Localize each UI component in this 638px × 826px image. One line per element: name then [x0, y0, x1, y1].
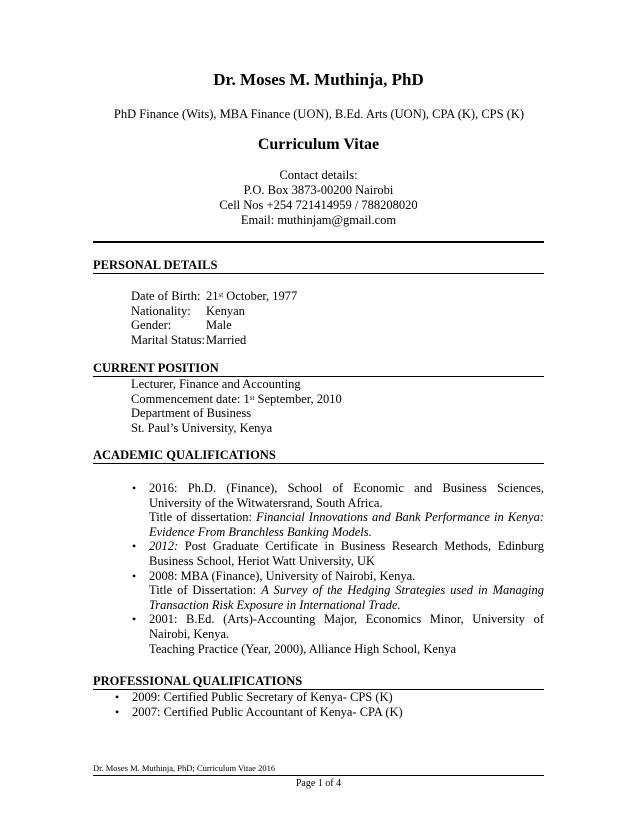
bullet-icon: • — [132, 539, 137, 554]
academic-item — [132, 481, 544, 539]
academic-4-line1: 2001: B.Ed. (Arts)-Accounting Major, Economics Minor, University of — [149, 612, 544, 627]
position-title: Lecturer, Finance and Accounting — [131, 377, 301, 391]
gender-label: Gender: — [131, 318, 172, 333]
professional-item-text: 2009: Certified Public Secretary of Kenya- CPS (K) — [132, 690, 393, 704]
dissertation-title: A Survey of the Hedging Strategies used in Managing — [261, 583, 544, 598]
dissertation-subtitle: Transaction Risk Exposure in International Trade. — [149, 597, 401, 612]
academic-2-text: Post Graduate Certificate in Business Research Methods, Edinburg — [178, 539, 544, 554]
academic-2-year: 2012: — [149, 539, 179, 554]
contact-address: P.O. Box 3873-00200 Nairobi — [243, 183, 394, 197]
footer-divider — [93, 775, 544, 776]
professional-item-text: 2007: Certified Public Accountant of Kenya- CPA (K) — [132, 704, 403, 719]
marital-row — [131, 333, 297, 348]
contact-phones: Cell Nos +254 721414959 / 788208020 — [219, 198, 418, 212]
bullet-icon: • — [115, 704, 120, 719]
nationality-value: Kenyan — [206, 303, 245, 318]
academic-4-line3: Teaching Practice (Year, 2000), Alliance High School, Kenya — [149, 641, 456, 656]
header-divider — [93, 241, 544, 243]
dob-day: 21 — [206, 289, 219, 303]
dissertation-title: Financial Innovations and Bank Performance in Kenya: — [256, 510, 544, 525]
academic-1-line1: 2016: Ph.D. (Finance), School of Economic and Business Sciences, — [149, 481, 544, 495]
section-heading-academic: ACADEMIC QUALIFICATIONS — [93, 448, 544, 464]
bullet-icon: • — [132, 612, 137, 627]
academic-item — [132, 568, 544, 613]
dissertation-subtitle: Evidence From Branchless Banking Models. — [149, 524, 372, 539]
academic-4-line2: Nairobi, Kenya. — [149, 626, 230, 641]
commencement-post: September, 2010 — [254, 391, 342, 406]
academic-2-line1 — [149, 539, 544, 554]
gender-row — [131, 318, 297, 333]
current-position — [131, 377, 342, 435]
dob-value — [206, 289, 297, 304]
marital-label: Marital Status: — [131, 332, 205, 347]
section-heading-position: CURRENT POSITION — [93, 361, 544, 377]
nationality-row — [131, 304, 297, 319]
academic-2-line2: Business School, Heriot Watt University, UK — [149, 553, 376, 568]
department: Department of Business — [131, 406, 252, 421]
academic-list — [132, 481, 544, 656]
academic-1-line2: University of the Witwatersrand, South Africa. — [149, 495, 383, 510]
university: St. Paul’s University, Kenya — [131, 420, 273, 435]
bullet-icon: • — [132, 568, 137, 583]
professional-item — [115, 690, 544, 705]
nationality-label: Nationality: — [131, 303, 191, 318]
academic-item — [132, 539, 544, 568]
commencement-suffix: st — [249, 393, 255, 402]
professional-list — [115, 690, 544, 719]
contact-email: Email: muthinjam@gmail.com — [240, 213, 397, 227]
contact-details — [93, 168, 544, 228]
footer-text: Dr. Moses M. Muthinja, PhD; Curriculum Vitae 2016 — [93, 763, 276, 773]
section-heading-personal: PERSONAL DETAILS — [93, 258, 544, 274]
commencement-date — [131, 392, 342, 407]
cv-title: Curriculum Vitae — [257, 136, 380, 153]
marital-value: Married — [206, 332, 247, 347]
dissertation-label: Title of Dissertation: — [149, 583, 262, 598]
bullet-icon: • — [132, 481, 137, 495]
contact-label: Contact details: — [279, 168, 358, 182]
degrees-line: PhD Finance (Wits), MBA Finance (UON), B.Ed. Arts (UON), CPA (K), CPS (K) — [113, 107, 525, 121]
commencement-pre: Commencement date: 1 — [131, 391, 250, 406]
dob-suffix: st — [218, 291, 224, 299]
author-name: Dr. Moses M. Muthinja, PhD — [213, 70, 424, 89]
section-heading-professional: PROFESSIONAL QUALIFICATIONS — [93, 674, 544, 690]
academic-1-line3 — [149, 510, 544, 525]
personal-details — [131, 289, 297, 347]
academic-item — [132, 612, 544, 656]
gender-value: Male — [206, 318, 232, 333]
professional-item — [115, 704, 544, 720]
bullet-icon: • — [115, 690, 120, 704]
dob-rest: October, 1977 — [223, 289, 298, 303]
academic-3-line2 — [149, 583, 544, 598]
dob-label: Date of Birth: — [131, 289, 201, 303]
academic-3-line1: 2008: MBA (Finance), University of Nairobi, Kenya. — [149, 568, 416, 583]
dob-row — [131, 289, 297, 304]
page-number: Page 1 of 4 — [295, 778, 342, 789]
dissertation-label: Title of dissertation: — [149, 510, 257, 525]
